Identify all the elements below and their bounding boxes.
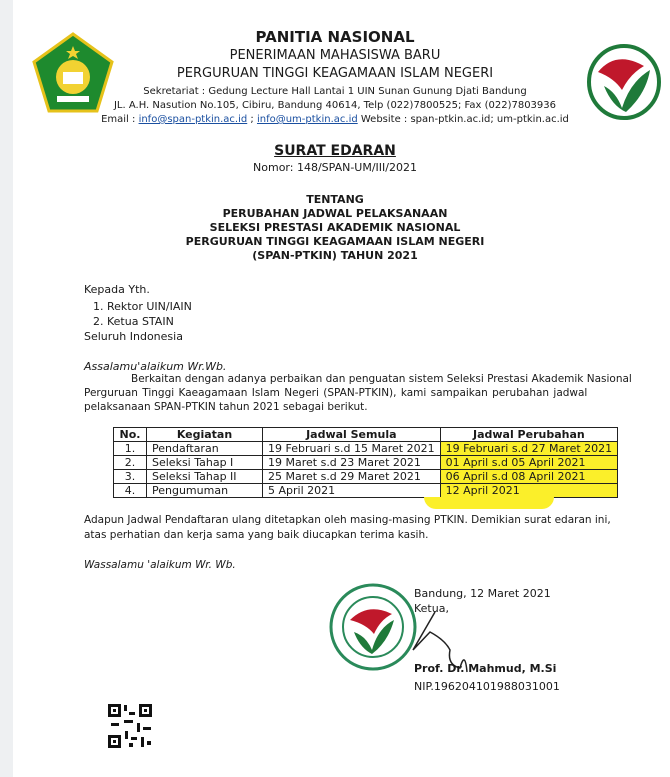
separator: ; bbox=[247, 114, 257, 125]
recipient-intro: Kepada Yth. bbox=[84, 283, 150, 296]
signatory-role: Ketua, bbox=[414, 602, 449, 615]
highlight-smear bbox=[424, 497, 554, 509]
header-jadwal-perubahan: Jadwal Perubahan bbox=[440, 428, 618, 442]
cell-no: 1. bbox=[114, 442, 147, 456]
table-row bbox=[114, 456, 618, 470]
cell-perubahan: 01 April s.d 05 April 2021 bbox=[440, 456, 618, 470]
cell-perubahan: 19 Februari s.d 27 Maret 2021 bbox=[440, 442, 618, 456]
letterhead-contact bbox=[0, 114, 670, 125]
table-row bbox=[114, 470, 618, 484]
paragraph-line: Berkaitan dengan adanya perbaikan dan penguatan sistem Seleksi Prestasi Akademik Nasional bbox=[131, 373, 632, 385]
recipient-item: 2. Ketua STAIN bbox=[93, 315, 174, 328]
email-link-span[interactable]: info@span-ptkin.ac.id bbox=[138, 114, 248, 125]
cell-kegiatan: Pengumuman bbox=[147, 484, 263, 498]
cell-kegiatan: Pendaftaran bbox=[147, 442, 263, 456]
letterhead-address: Sekretariat : Gedung Lecture Hall Lantai 1 UIN Sunan Gunung Djati Bandung bbox=[143, 86, 527, 97]
cell-kegiatan: Seleksi Tahap II bbox=[147, 470, 263, 484]
signatory-name: Prof. Dr. Mahmud, M.Si bbox=[414, 662, 557, 675]
header-no: No. bbox=[114, 428, 147, 442]
table-header-row bbox=[114, 428, 618, 442]
cell-kegiatan: Seleksi Tahap I bbox=[147, 456, 263, 470]
subject-line: TENTANG bbox=[306, 193, 364, 206]
closing-line: Adapun Jadwal Pendaftaran ulang ditetapkan oleh masing-masing PTKIN. Demikian surat edaran ini, bbox=[84, 514, 611, 526]
email-link-um[interactable]: info@um-ptkin.ac.id bbox=[256, 114, 358, 125]
greeting: Assalamu'alaikum Wr.Wb. bbox=[84, 360, 227, 373]
cell-perubahan: 12 April 2021 bbox=[440, 484, 618, 498]
paragraph-line: Perguruan Tinggi Kaeagamaan Islam Negeri (SPAN-PTKIN), kami sampaikan perubahan jadwal bbox=[84, 387, 588, 399]
letterhead-institution: PERGURUAN TINGGI KEAGAMAAN ISLAM NEGERI bbox=[176, 66, 494, 81]
cell-no: 3. bbox=[114, 470, 147, 484]
letterhead-address2: JL. A.H. Nasution No.105, Cibiru, Bandung 40614, Telp (022)7800525; Fax (022)7803936 bbox=[113, 100, 557, 111]
document-number: Nomor: 148/SPAN-UM/III/2021 bbox=[253, 161, 417, 174]
cell-semula: 25 Maret s.d 29 Maret 2021 bbox=[263, 470, 441, 484]
recipient-outro: Seluruh Indonesia bbox=[84, 330, 183, 343]
letterhead-title: PANITIA NASIONAL bbox=[255, 28, 415, 46]
place-date: Bandung, 12 Maret 2021 bbox=[414, 587, 551, 600]
letterhead-subtitle: PENERIMAAN MAHASISWA BARU bbox=[229, 48, 441, 63]
farewell: Wassalamu 'alaikum Wr. Wb. bbox=[84, 559, 236, 571]
email-label: Email : bbox=[101, 114, 139, 125]
table-row bbox=[114, 442, 618, 456]
website-text: Website : span-ptkin.ac.id; um-ptkin.ac.id bbox=[357, 114, 569, 125]
subject-line: PERGURUAN TINGGI KEAGAMAAN ISLAM NEGERI bbox=[185, 235, 485, 248]
schedule-table bbox=[113, 427, 618, 498]
cell-semula: 19 Februari s.d 15 Maret 2021 bbox=[263, 442, 441, 456]
subject-line: SELEKSI PRESTASI AKADEMIK NASIONAL bbox=[209, 221, 461, 234]
header-jadwal-semula: Jadwal Semula bbox=[263, 428, 441, 442]
table-row bbox=[114, 484, 618, 498]
cell-perubahan: 06 April s.d 08 April 2021 bbox=[440, 470, 618, 484]
cell-no: 4. bbox=[114, 484, 147, 498]
recipient-item: 1. Rektor UIN/IAIN bbox=[93, 300, 192, 313]
signatory-nip: NIP.196204101988031001 bbox=[414, 680, 560, 693]
closing-line: atas perhatian dan kerja sama yang baik diucapkan terima kasih. bbox=[84, 529, 429, 541]
paragraph-line: pelaksanaan SPAN-PTKIN tahun 2021 sebagai berikut. bbox=[84, 401, 368, 413]
subject-line: (SPAN-PTKIN) TAHUN 2021 bbox=[252, 249, 418, 262]
document-title: SURAT EDARAN bbox=[274, 143, 396, 159]
qr-code bbox=[107, 703, 153, 749]
subject-line: PERUBAHAN JADWAL PELAKSANAAN bbox=[222, 207, 448, 220]
cell-semula: 5 April 2021 bbox=[263, 484, 441, 498]
cell-no: 2. bbox=[114, 456, 147, 470]
header-kegiatan: Kegiatan bbox=[147, 428, 263, 442]
cell-semula: 19 Maret s.d 23 Maret 2021 bbox=[263, 456, 441, 470]
